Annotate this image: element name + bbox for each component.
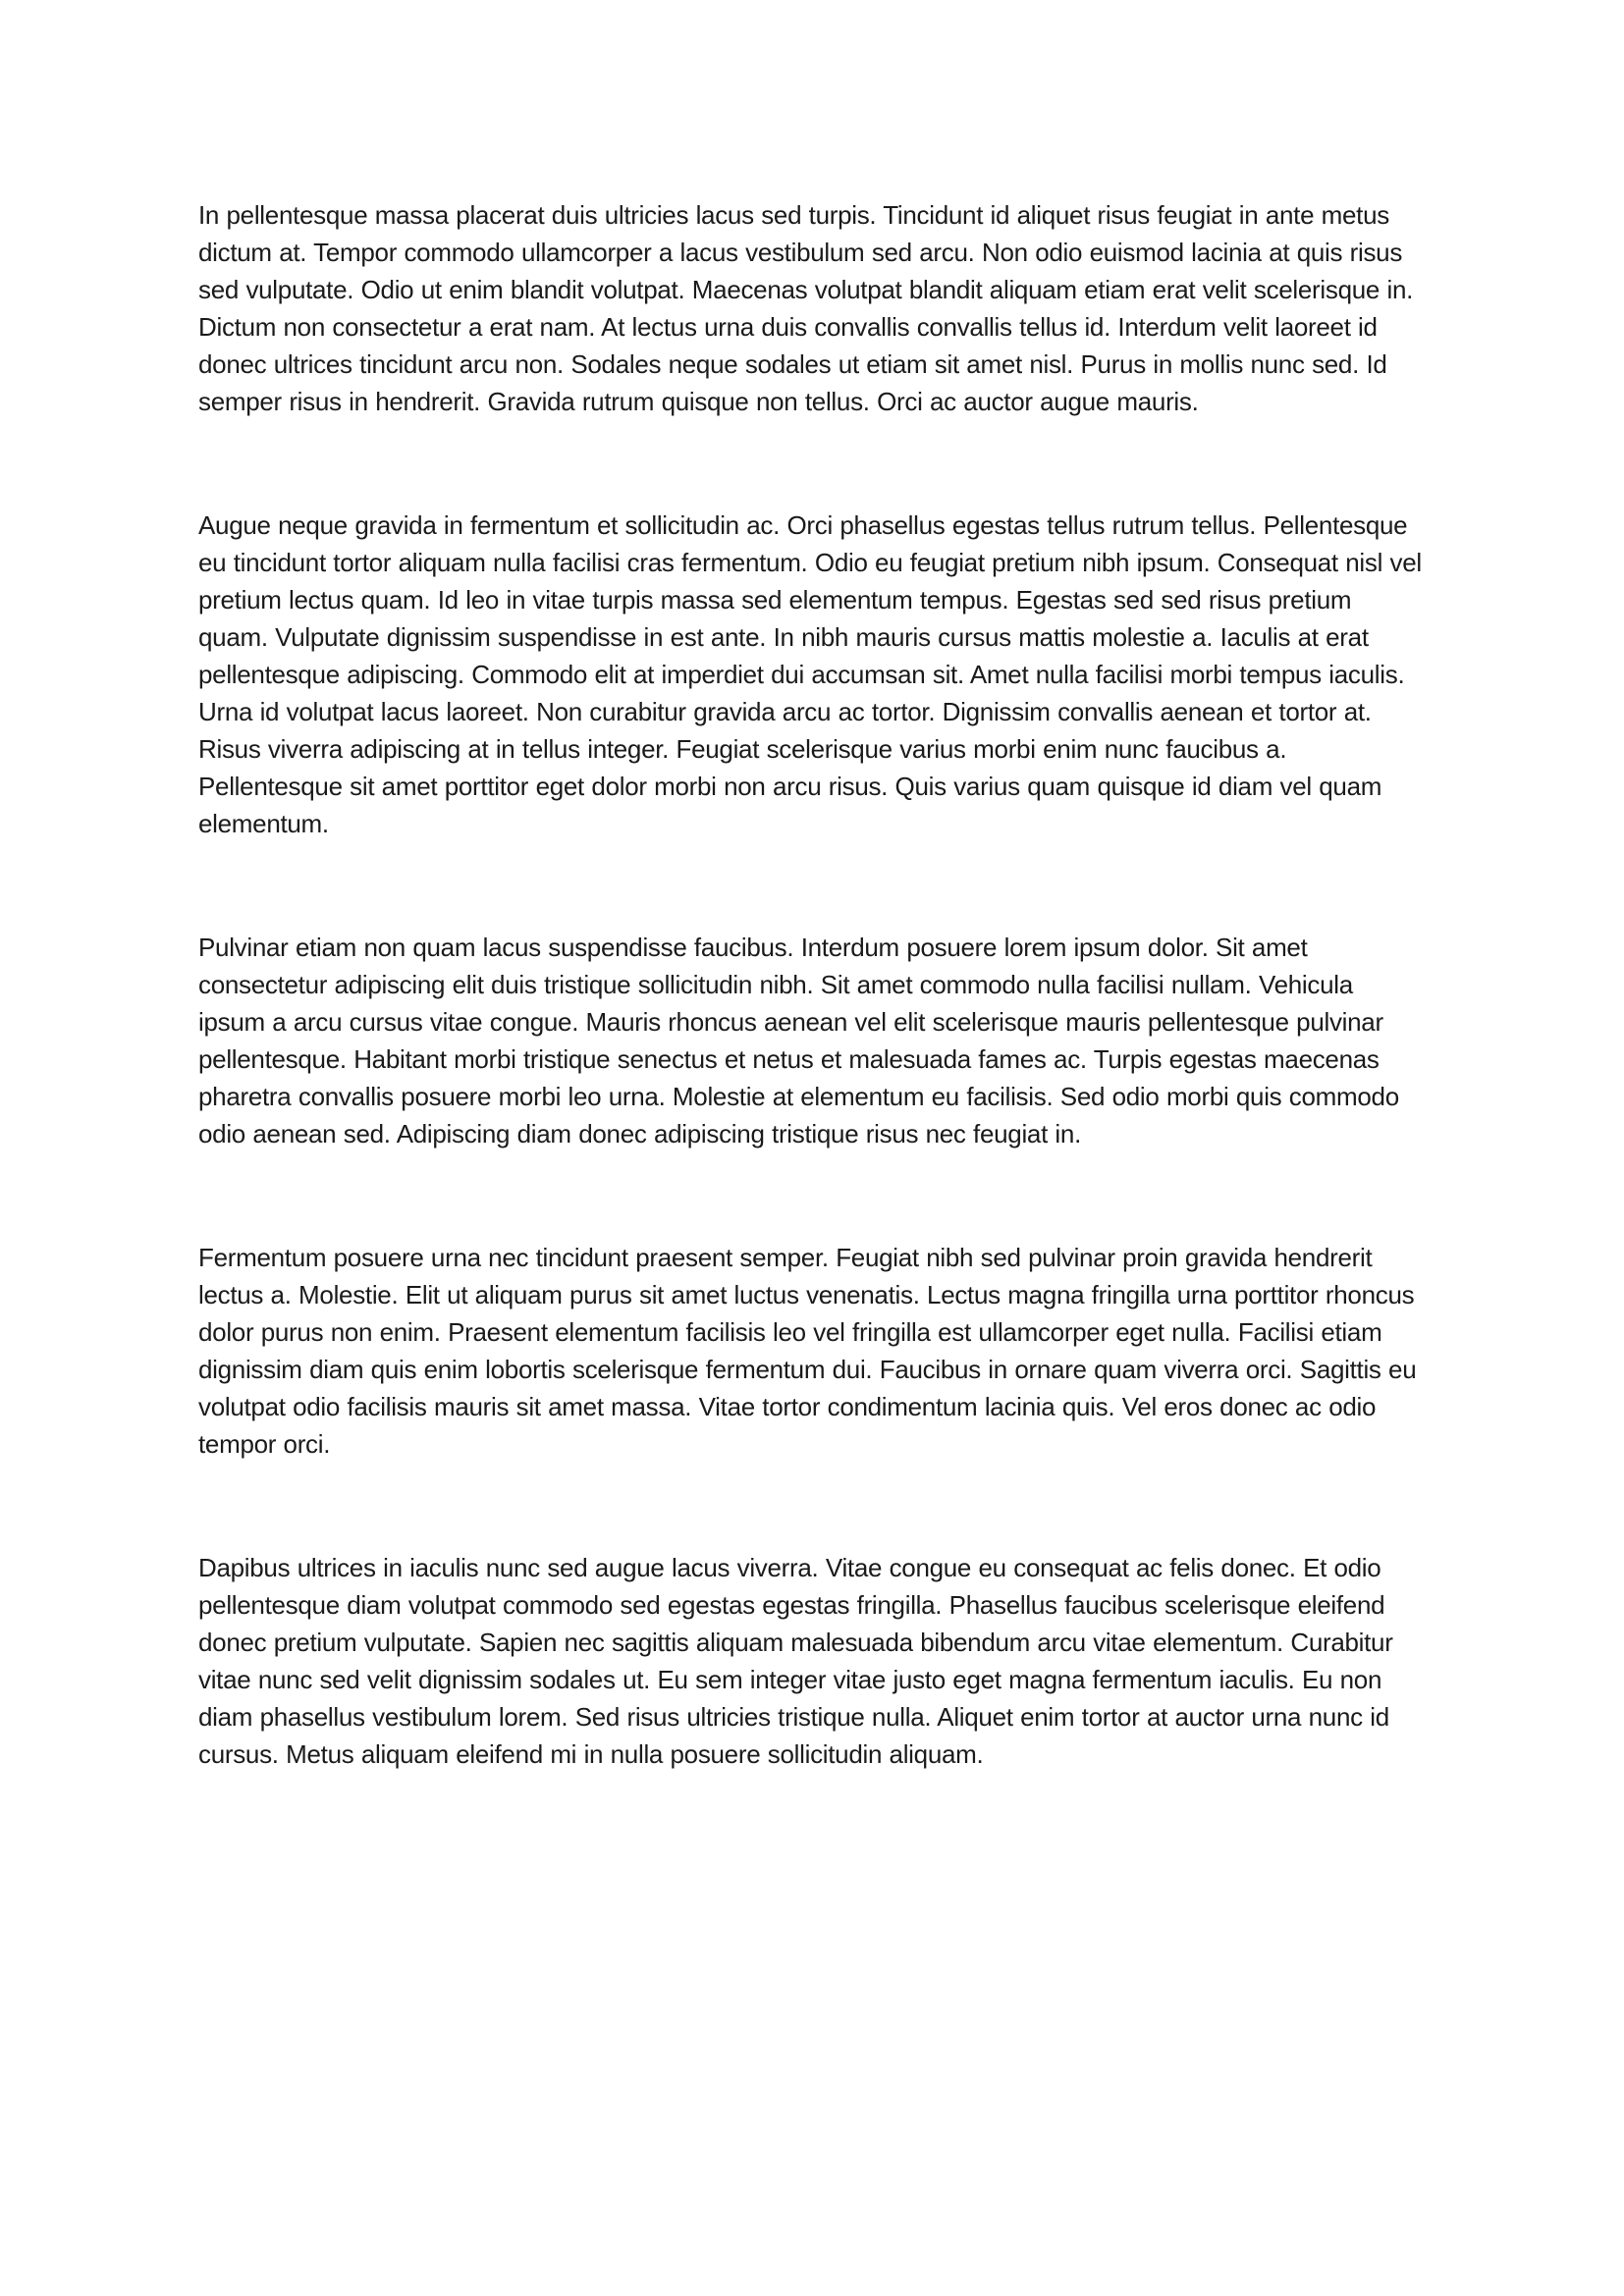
paragraph-5: Dapibus ultrices in iaculis nunc sed augue lacus viverra. Vitae congue eu consequat ac felis donec. Et odio pellentesque diam volutpat commodo sed egestas egestas fringilla. Phasellus faucibus scelerisque eleifend donec pretium vulputate. Sapien nec sagittis aliquam malesuada bibendum arcu vitae elementum. Curabitur vitae nunc sed velit dignissim sodales ut. Eu sem integer vitae justo eget magna fermentum iaculis. Eu non diam phasellus vestibulum lorem. Sed risus ultricies tristique nulla. Aliquet enim tortor at auctor urna nunc id cursus. Metus aliquam eleifend mi in nulla posuere sollicitudin aliquam.: [198, 1553, 1393, 1769]
paragraph-4: Fermentum posuere urna nec tincidunt praesent semper. Feugiat nibh sed pulvinar proin gravida hendrerit lectus a. Molestie. Elit ut aliquam purus sit amet luctus venenatis. Lectus magna fringilla urna porttitor rhoncus dolor purus non enim. Praesent elementum facilisis leo vel fringilla est ullamcorper eget nulla. Facilisi etiam dignissim diam quis enim lobortis scelerisque fermentum dui. Faucibus in ornare quam viverra orci. Sagittis eu volutpat odio facilisis mauris sit amet massa. Vitae tortor condimentum lacinia quis. Vel eros donec ac odio tempor orci.: [198, 1243, 1417, 1459]
paragraph-3: Pulvinar etiam non quam lacus suspendisse faucibus. Interdum posuere lorem ipsum dolor. Sit amet consectetur adipiscing elit duis tristique sollicitudin nibh. Sit amet commodo nulla facilisi nullam. Vehicula ipsum a arcu cursus vitae congue. Mauris rhoncus aenean vel elit scelerisque mauris pellentesque pulvinar pellentesque. Habitant morbi tristique senectus et netus et malesuada fames ac. Turpis egestas maecenas pharetra convallis posuere morbi leo urna. Molestie at elementum eu facilisis. Sed odio morbi quis commodo odio aenean sed. Adipiscing diam donec adipiscing tristique risus nec feugiat in.: [198, 933, 1399, 1148]
paragraph-2: Augue neque gravida in fermentum et sollicitudin ac. Orci phasellus egestas tellus rutrum tellus. Pellentesque eu tincidunt tortor aliquam nulla facilisi cras fermentum. Odio eu feugiat pretium nibh ipsum. Consequat nisl vel pretium lectus quam. Id leo in vitae turpis massa sed elementum tempus. Egestas sed sed risus pretium quam. Vulputate dignissim suspendisse in est ante. In nibh mauris cursus mattis molestie a. Iaculis at erat pellentesque adipiscing. Commodo elit at imperdiet dui accumsan sit. Amet nulla facilisi morbi tempus iaculis. Urna id volutpat lacus laoreet. Non curabitur gravida arcu ac tortor. Dignissim convallis aenean et tortor at. Risus viverra adipiscing at in tellus integer. Feugiat scelerisque varius morbi enim nunc faucibus a. Pellentesque sit amet porttitor eget dolor morbi non arcu risus. Quis varius quam quisque id diam vel quam elementum.: [198, 510, 1422, 838]
paragraph-1: In pellentesque massa placerat duis ultricies lacus sed turpis. Tincidunt id aliquet risus feugiat in ante metus dictum at. Tempor commodo ullamcorper a lacus vestibulum sed arcu. Non odio euismod lacinia at quis risus sed vulputate. Odio ut enim blandit volutpat. Maecenas volutpat blandit aliquam etiam erat velit scelerisque in. Dictum non consectetur a erat nam. At lectus urna duis convallis convallis tellus id. Interdum velit laoreet id donec ultrices tincidunt arcu non. Sodales neque sodales ut etiam sit amet nisl. Purus in mollis nunc sed. Id semper risus in hendrerit. Gravida rutrum quisque non tellus. Orci ac auctor augue mauris.: [198, 200, 1414, 416]
